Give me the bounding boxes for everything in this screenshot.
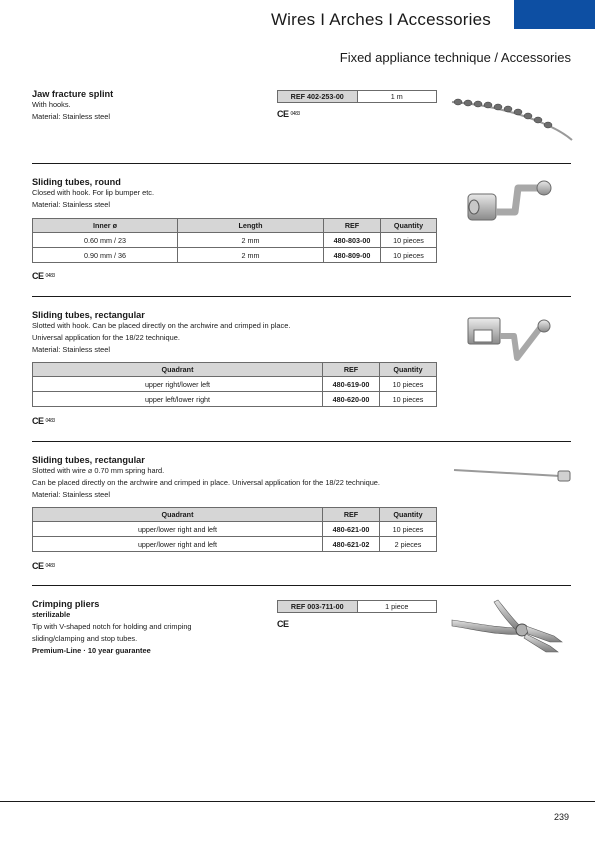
cell-inner-diameter: 0.60 mm / 23 (33, 233, 178, 248)
cell-quantity: 10 pieces (380, 377, 437, 392)
ref-number: REF 402-253-00 (278, 91, 358, 103)
sliding-tube-round-image (460, 172, 560, 230)
header-color-tab (514, 0, 595, 29)
jaw-fracture-splint-image (450, 92, 575, 144)
spec-table (32, 507, 437, 552)
column-header: Length (178, 219, 324, 233)
cell-quantity: 10 pieces (380, 522, 437, 537)
page-number: 239 (553, 812, 569, 822)
cell-quantity: 10 pieces (381, 248, 437, 263)
column-header: REF (323, 363, 380, 377)
table-row (33, 522, 437, 537)
section-title: Jaw fracture splint (32, 89, 114, 99)
column-header: Quantity (381, 219, 437, 233)
sliding-tube-wire-image (452, 462, 574, 486)
material-line: Material: Stainless steel (32, 200, 111, 209)
cell-quadrant: upper right/lower left (33, 377, 323, 392)
sliding-tube-rectangular-image (462, 306, 562, 366)
section-divider (32, 296, 571, 297)
ce-mark-icon: CE $^{0483}$ (277, 109, 300, 119)
cell-ref: 480-619-00 (323, 377, 380, 392)
cell-length: 2 mm (178, 233, 324, 248)
table-row (33, 248, 437, 263)
cell-ref: 480-809-00 (324, 248, 381, 263)
ref-box (277, 600, 437, 613)
guarantee-note: Premium-Line · 10 year guarantee (32, 646, 151, 655)
description-line: Universal application for the 18/22 technique. (32, 333, 180, 342)
column-header: Quadrant (33, 363, 323, 377)
section-title: Sliding tubes, rectangular (32, 455, 145, 465)
ce-mark-icon: CE $^{0483}$ (32, 416, 55, 426)
column-header: Quadrant (33, 508, 323, 522)
description-line: Can be placed directly on the archwire and crimped in place. Universal application for the 18/22 technique. (32, 478, 380, 487)
table-header-row (33, 363, 437, 377)
quantity: 1 piece (357, 601, 437, 613)
description-line: Slotted with wire ⌀ 0.70 mm spring hard. (32, 466, 165, 475)
cell-quadrant: upper/lower right and left (33, 537, 323, 552)
section-sliding-tubes-rectangular (32, 310, 442, 356)
crimping-pliers-image (450, 598, 575, 658)
section-crimping-pliers (32, 599, 262, 657)
ce-mark-icon: CE (277, 619, 289, 629)
section-title: Sliding tubes, rectangular (32, 310, 145, 320)
page-subtitle: Fixed appliance technique / Accessories (339, 50, 571, 65)
cell-quantity: 2 pieces (380, 537, 437, 552)
cell-ref: 480-803-00 (324, 233, 381, 248)
material-line: Material: Stainless steel (32, 345, 111, 354)
cell-length: 2 mm (178, 248, 324, 263)
column-header: REF (323, 508, 380, 522)
table-header-row (33, 219, 437, 233)
ref-box (277, 90, 437, 103)
ref-number: REF 003-711-00 (278, 601, 358, 613)
material-line: Material: Stainless steel (32, 112, 111, 121)
section-sliding-tubes-rectangular-wire (32, 455, 452, 501)
section-title: Crimping pliers (32, 599, 100, 609)
ce-mark-icon: CE $^{0483}$ (32, 561, 55, 571)
footer-divider (0, 801, 595, 802)
cell-inner-diameter: 0.90 mm / 36 (33, 248, 178, 263)
cell-ref: 480-620-00 (323, 392, 380, 407)
cell-quantity: 10 pieces (381, 233, 437, 248)
cell-quadrant: upper/lower right and left (33, 522, 323, 537)
material-line: Material: Stainless steel (32, 490, 111, 499)
table-row (33, 233, 437, 248)
table-row (33, 392, 437, 407)
spec-table (32, 362, 437, 407)
table-row (33, 377, 437, 392)
ce-mark-icon: CE $^{0483}$ (32, 271, 55, 281)
description-line: Tip with V-shaped notch for holding and crimping (32, 622, 192, 631)
column-header: REF (324, 219, 381, 233)
section-jaw-fracture-splint (32, 89, 262, 123)
description-line: Closed with hook. For lip bumper etc. (32, 188, 154, 197)
section-divider (32, 441, 571, 442)
cell-ref: 480-621-02 (323, 537, 380, 552)
table-header-row (33, 508, 437, 522)
section-divider (32, 163, 571, 164)
cell-quadrant: upper left/lower right (33, 392, 323, 407)
quantity: 1 m (357, 91, 437, 103)
column-header: Quantity (380, 508, 437, 522)
description-line: sliding/clamping and stop tubes. (32, 634, 138, 643)
cell-quantity: 10 pieces (380, 392, 437, 407)
cell-ref: 480-621-00 (323, 522, 380, 537)
spec-table (32, 218, 437, 263)
section-sliding-tubes-round (32, 177, 432, 211)
section-title: Sliding tubes, round (32, 177, 121, 187)
section-divider (32, 585, 571, 586)
description-line: Slotted with hook. Can be placed directly on the archwire and crimped in place. (32, 321, 291, 330)
catalog-header-title: Wires I Arches I Accessories (270, 10, 491, 29)
description-line: With hooks. (32, 100, 71, 109)
column-header: Inner ø (33, 219, 178, 233)
sterilizable-note: sterilizable (32, 610, 71, 619)
table-row (33, 537, 437, 552)
column-header: Quantity (380, 363, 437, 377)
